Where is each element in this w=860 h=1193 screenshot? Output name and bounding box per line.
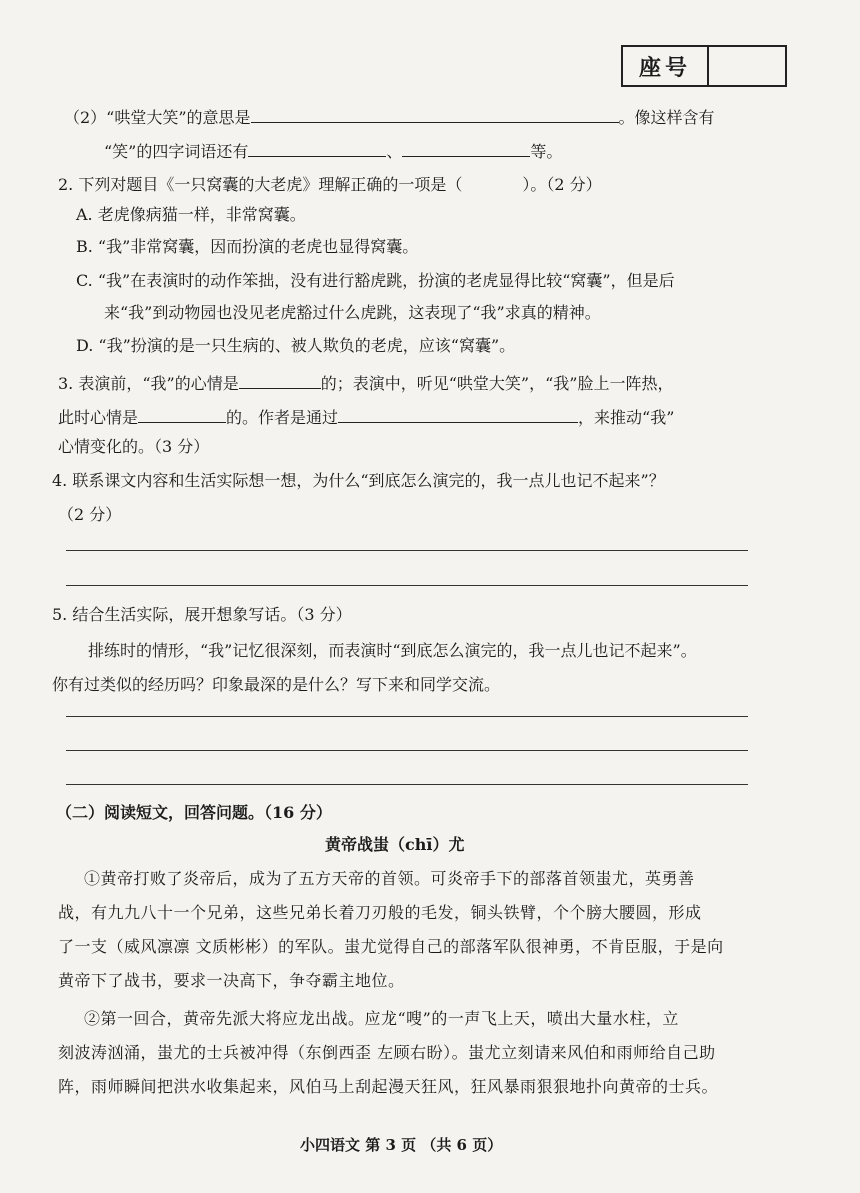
story-paragraph-2-line-2: 刻波涛汹涌，蚩尤的士兵被冲得（东倒西歪 左顾右盼）。蚩尤立刻请来风伯和雨师给自己助 [58, 1043, 716, 1062]
question-text: 的。作者是通过 [226, 408, 339, 427]
question-2-option-a: A. 老虎像病猫一样，非常窝囊。 [76, 205, 306, 224]
question-2-option-b: B. “我”非常窝囊，因而扮演的老虎也显得窝囊。 [76, 237, 419, 256]
seat-number-box [621, 45, 787, 87]
question-text: 3. 表演前，“我”的心情是 [58, 374, 239, 393]
question-3-line-1 [58, 370, 673, 395]
question-4-line-2: （2 分） [58, 505, 122, 524]
question-text: 、 [386, 142, 403, 161]
answer-line[interactable] [66, 750, 748, 751]
seat-number-field[interactable] [709, 47, 785, 85]
question-text: “笑”的四字词语还有 [104, 142, 249, 161]
question-text: （2）“哄堂大笑”的意思是 [64, 108, 251, 127]
page-footer: 小四语文 第 3 页 （共 6 页） [300, 1136, 503, 1154]
answer-blank[interactable] [251, 104, 619, 123]
question-text: 的；表演中，听见“哄堂大笑”，“我”脸上一阵热， [320, 374, 674, 393]
question-text: ，来推动“我” [578, 408, 675, 427]
answer-blank[interactable] [402, 138, 530, 157]
question-5-line-3: 你有过类似的经历吗？印象最深的是什么？写下来和同学交流。 [52, 675, 501, 694]
answer-line[interactable] [66, 784, 748, 785]
question-text: 2. 下列对题目《一只窝囊的大老虎》理解正确的一项是（ [58, 175, 463, 194]
question-2-option-d: D. “我”扮演的是一只生病的、被人欺负的老虎，应该“窝囊”。 [76, 336, 516, 355]
answer-blank[interactable] [248, 138, 386, 157]
answer-line[interactable] [66, 585, 748, 586]
question-1-2-line-2 [104, 138, 562, 163]
question-5-line-2: 排练时的情形，“我”记忆很深刻，而表演时“到底怎么演完的，我一点儿也记不起来”。 [88, 641, 697, 660]
story-paragraph-2-line-1: ②第一回合，黄帝先派大将应龙出战。应龙“嗖”的一声飞上天，喷出大量水柱，立 [84, 1009, 679, 1028]
question-2-option-c-line-1: C. “我”在表演时的动作笨拙，没有进行豁虎跳，扮演的老虎显得比较“窝囊”，但是后 [76, 271, 675, 290]
answer-line[interactable] [66, 716, 748, 717]
answer-blank[interactable] [462, 172, 522, 190]
question-2-option-c-line-2: 来“我”到动物园也没见老虎豁过什么虎跳，这表现了“我”求真的精神。 [104, 303, 601, 322]
question-4-line-1: 4. 联系课文内容和生活实际想一想，为什么“到底怎么演完的，我一点儿也记不起来”？ [52, 471, 665, 490]
answer-blank[interactable] [138, 404, 226, 423]
story-paragraph-1-line-1: ①黄帝打败了炎帝后，成为了五方天帝的首领。可炎帝手下的部落首领蚩尤，英勇善 [84, 869, 695, 888]
question-text: 等。 [530, 142, 563, 161]
question-5-line-1: 5. 结合生活实际，展开想象写话。（3 分） [52, 605, 352, 624]
answer-blank[interactable] [338, 404, 578, 423]
story-paragraph-1-line-2: 战，有九九八十一个兄弟，这些兄弟长着刀刃般的毛发，铜头铁臂，个个膀大腰圆，形成 [58, 903, 702, 922]
story-paragraph-1-line-3: 了一支（威风凛凛 文质彬彬）的军队。蚩尤觉得自己的部落军队很神勇，不肯臣服，于是向 [58, 937, 724, 956]
answer-line[interactable] [66, 550, 748, 551]
answer-blank[interactable] [239, 370, 321, 389]
seat-label: 座号 [623, 47, 709, 85]
section-2-heading: （二）阅读短文，回答问题。（16 分） [56, 803, 332, 822]
story-paragraph-2-line-3: 阵，雨师瞬间把洪水收集起来，风伯马上刮起漫天狂风，狂风暴雨狠狠地扑向黄帝的士兵。 [58, 1077, 719, 1096]
question-text: 。像这样含有 [618, 108, 715, 127]
question-text: 此时心情是 [58, 408, 139, 427]
question-2-stem [58, 172, 602, 196]
question-3-line-2 [58, 404, 674, 429]
story-paragraph-1-line-4: 黄帝下了战书，要求一决高下，争夺霸主地位。 [58, 971, 405, 990]
question-text: ）。（2 分） [522, 175, 602, 194]
question-3-line-3: 心情变化的。（3 分） [58, 437, 210, 456]
question-1-2-line-1 [64, 104, 715, 129]
story-title: 黄帝战蚩（chī）尤 [325, 835, 465, 854]
